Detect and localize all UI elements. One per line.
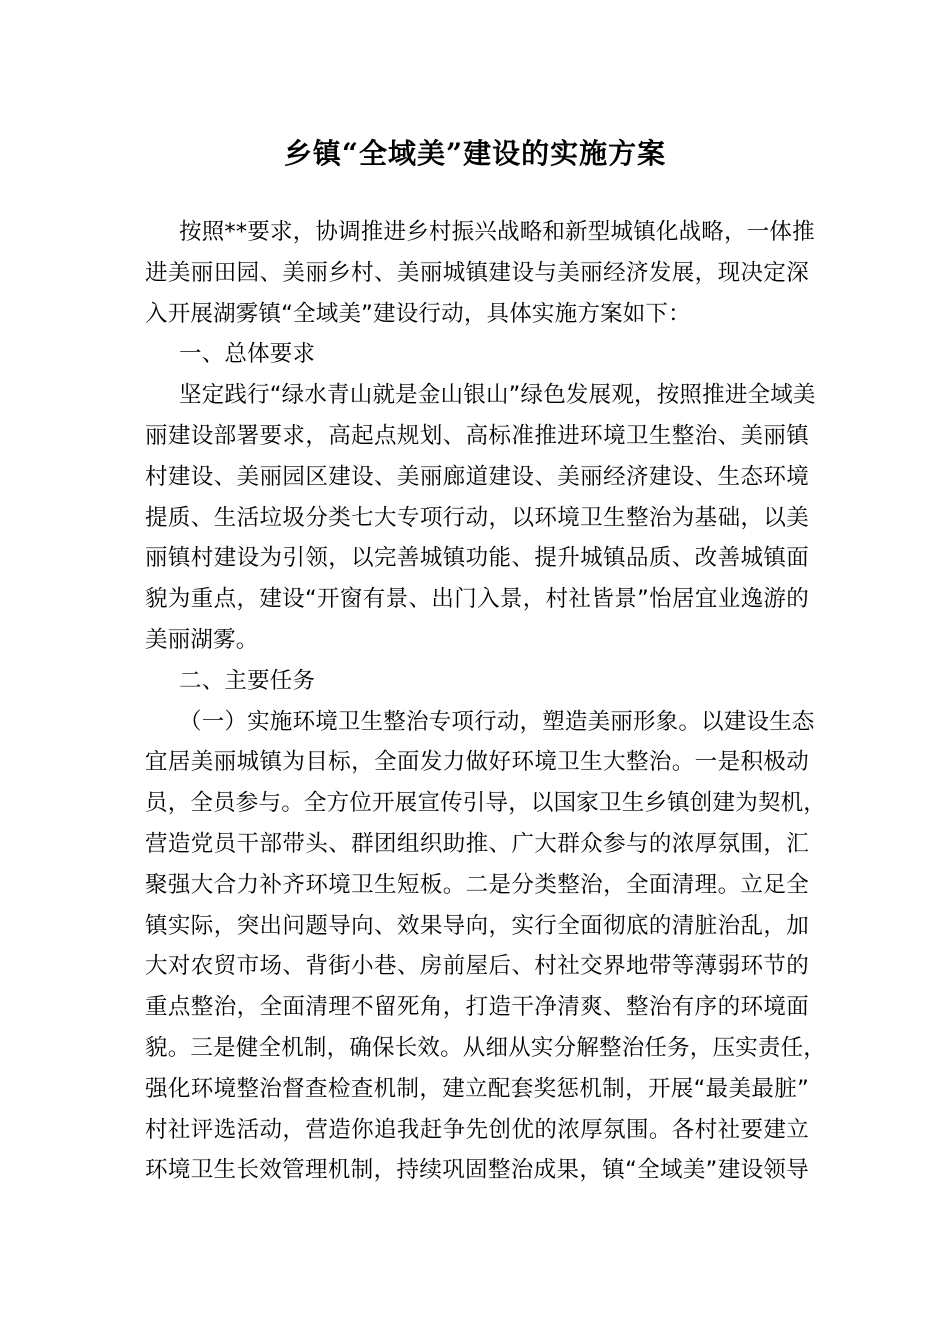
body-line: 员，全员参与。全方位开展宣传引导，以国家卫生乡镇创建为契机，: [145, 790, 827, 817]
body-line: 宜居美丽城镇为目标，全面发力做好环境卫生大整治。一是积极动: [145, 749, 809, 776]
body-line: 貌为重点，建设“开窗有景、出门入景，村社皆景”怡居宜业逸游的: [145, 586, 809, 613]
body-line: 美丽湖雾。: [145, 626, 259, 653]
body-line: 村社评选活动，营造你追我赶争先创优的浓厚氛围。各村社要建立: [145, 1116, 809, 1143]
body-line: 村建设、美丽园区建设、美丽廊道建设、美丽经济建设、生态环境: [145, 463, 809, 490]
body-line: 一、总体要求: [179, 341, 316, 368]
body-line: 进美丽田园、美丽乡村、美丽城镇建设与美丽经济发展，现决定深: [145, 259, 809, 286]
body-line: 环境卫生长效管理机制，持续巩固整治成果，镇“全域美”建设领导: [145, 1157, 809, 1184]
body-line: 坚定践行“绿水青山就是金山银山”绿色发展观，按照推进全域美: [179, 382, 816, 409]
body-line: 貌。三是健全机制，确保长效。从细从实分解整治任务，压实责任，: [145, 1034, 827, 1061]
body-line: 营造党员干部带头、群团组织助推、广大群众参与的浓厚氛围，汇: [145, 830, 809, 857]
body-line: 入开展湖雾镇“全域美”建设行动，具体实施方案如下：: [145, 300, 691, 327]
body-line: 大对农贸市场、背街小巷、房前屋后、村社交界地带等薄弱环节的: [145, 953, 809, 980]
body-line: 强化环境整治督查检查机制，建立配套奖惩机制，开展“最美最脏”: [145, 1075, 809, 1102]
body-line: （一）实施环境卫生整治专项行动，塑造美丽形象。以建设生态: [179, 708, 815, 735]
body-line: 二、主要任务: [179, 667, 316, 694]
body-line: 丽建设部署要求，高起点规划、高标准推进环境卫生整治、美丽镇: [145, 422, 809, 449]
body-line: 镇实际，突出问题导向、效果导向，实行全面彻底的清脏治乱，加: [145, 912, 809, 939]
body-line: 丽镇村建设为引领，以完善城镇功能、提升城镇品质、改善城镇面: [145, 545, 809, 572]
body-line: 提质、生活垃圾分类七大专项行动，以环境卫生整治为基础，以美: [145, 504, 809, 531]
body-line: 按照**要求，协调推进乡村振兴战略和新型城镇化战略，一体推: [179, 219, 815, 245]
body-line: 聚强大合力补齐环境卫生短板。二是分类整治，全面清理。立足全: [145, 871, 809, 898]
document-body: [145, 212, 827, 1191]
body-line: 重点整治，全面清理不留死角，打造干净清爽、整治有序的环境面: [145, 994, 809, 1021]
document-title: 乡镇“全域美”建设的实施方案: [283, 137, 667, 170]
